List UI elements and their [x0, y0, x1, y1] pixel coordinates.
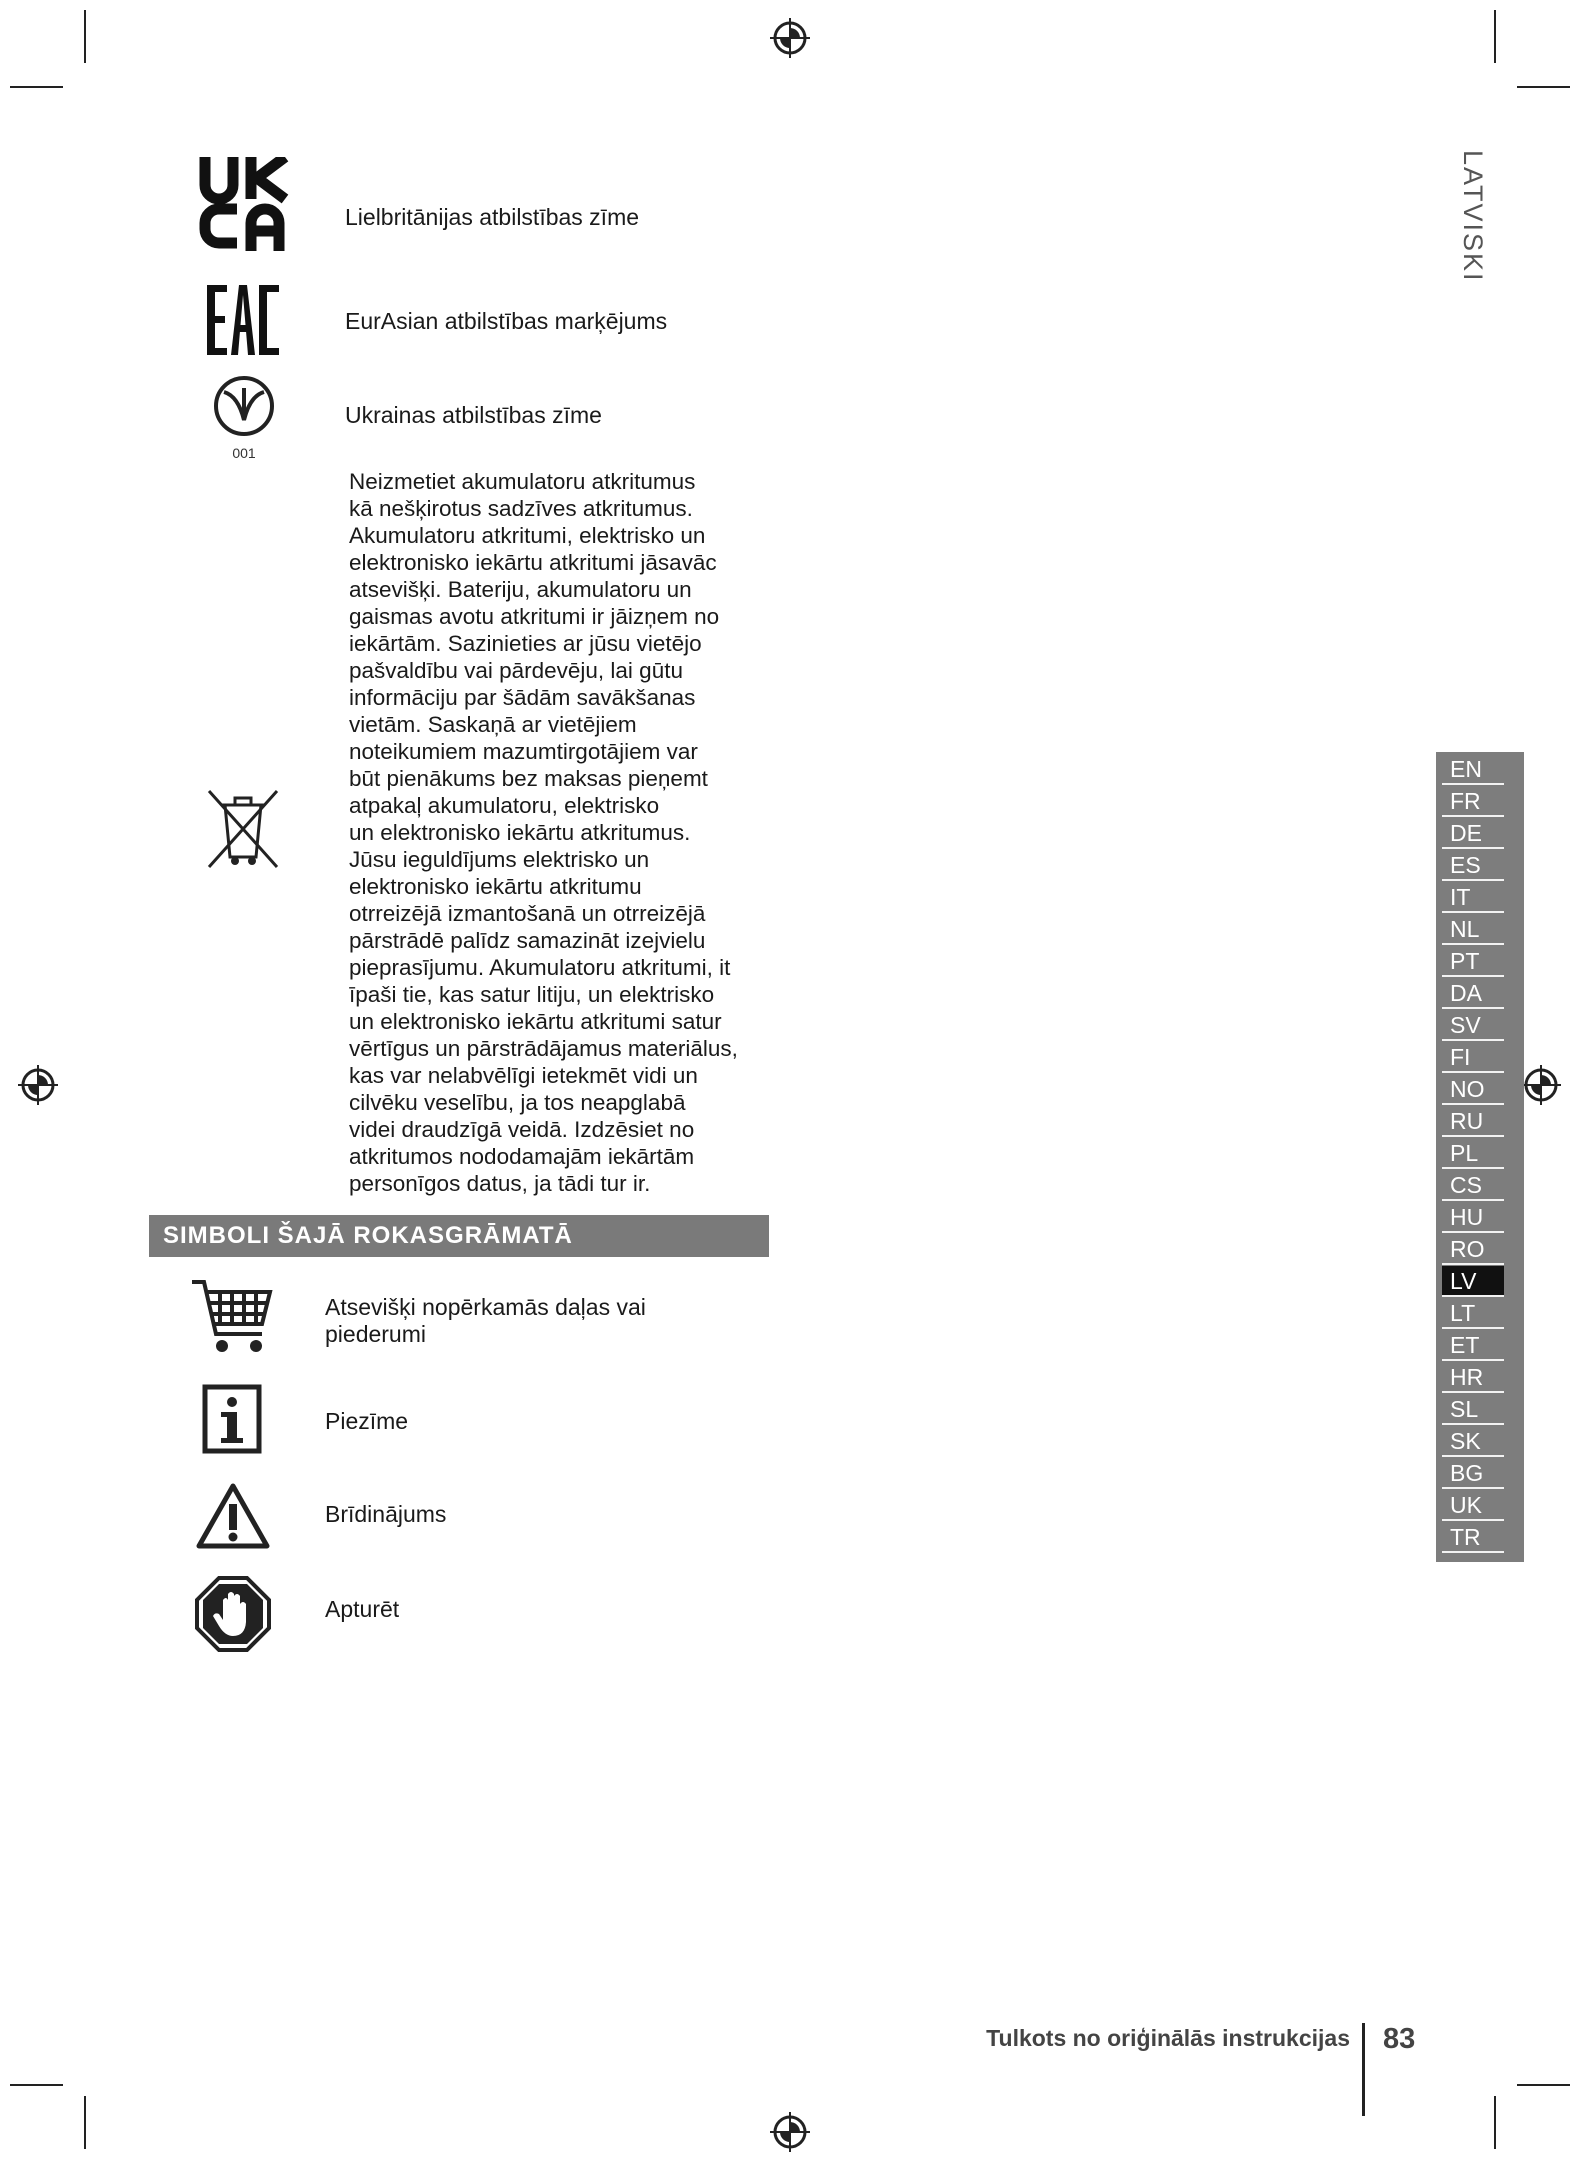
crop-mark	[1494, 10, 1496, 63]
language-tab-sk[interactable]: SK	[1442, 1426, 1504, 1457]
language-tab-lt[interactable]: LT	[1442, 1298, 1504, 1329]
side-title	[1440, 150, 1500, 283]
language-tab-es[interactable]: ES	[1442, 850, 1504, 881]
registration-mark-icon	[16, 1063, 60, 1107]
symbol-note-label: Piezīme	[325, 1408, 409, 1434]
language-tab-no[interactable]: NO	[1442, 1074, 1504, 1105]
symbol-warning-label: Brīdinājums	[325, 1501, 447, 1527]
stop-hand-icon	[195, 1576, 271, 1652]
language-tab-et[interactable]: ET	[1442, 1330, 1504, 1361]
section-title: SIMBOLI ŠAJĀ ROKASGRĀMATĀ	[149, 1215, 769, 1257]
registration-mark-icon	[768, 2110, 812, 2154]
language-tab-sv[interactable]: SV	[1442, 1010, 1504, 1041]
footer-text: Tulkots no oriģinālās instrukcijas	[986, 2025, 1350, 2051]
crop-mark	[84, 10, 86, 63]
shopping-cart-icon	[190, 1278, 274, 1358]
language-tab-tr[interactable]: TR	[1442, 1522, 1504, 1553]
eac-label: EurAsian atbilstības marķējums	[345, 308, 668, 334]
language-tab-pl[interactable]: PL	[1442, 1138, 1504, 1169]
language-tab-en[interactable]: EN	[1442, 754, 1504, 785]
language-tab-sl[interactable]: SL	[1442, 1394, 1504, 1425]
weee-disposal-text: Neizmetiet akumulatoru atkritumus kā nešķirotus sadzīves atkritumus. Akumulatoru atkritumi, elektrisko un elektronisko iekārtu atkritumi jāsavāc atsevišķi. Bateriju, akumulatoru un gaismas avotu atkritumi ir jāizņem no iekārtām. Sazinieties ar jūsu vietējo pašvaldību vai pārdevēju, lai gūtu informāciju par šādām savākšanas vietām. Saskaņā ar vietējiem noteikumiem mazumtirgotājiem var būt pienākums bez maksas pieņemt atpakaļ akumulatoru, elektrisko un elektronisko iekārtu atkritumus. Jūsu ieguldījums elektrisko un elektronisko iekārtu atkritumu otrreizējā izmantošanā un otrreizējā pārstrādē palīdz samazināt izejvielu pieprasījumu. Akumulatoru atkritumi, it īpaši tie, kas satur litiju, un elektrisko un elektronisko iekārtu atkritumi satur vērtīgus un pārstrādājamus materiālus, kas var nelabvēlīgi ietekmēt vidi un cilvēku veselību, ja tos neapglabā videi draudzīgā veidā. Izdzēsiet no atkritumos nododamajām iekārtām personīgos datus, ja tādi tur ir.	[349, 469, 738, 1196]
language-tab-uk[interactable]: UK	[1442, 1490, 1504, 1521]
page-number: 83	[1383, 2023, 1416, 2055]
warning-triangle-icon	[196, 1482, 270, 1550]
language-tab-cs[interactable]: CS	[1442, 1170, 1504, 1201]
crossed-bin-icon	[205, 787, 281, 871]
language-tab-nl[interactable]: NL	[1442, 914, 1504, 945]
eac-mark-icon	[207, 285, 279, 355]
language-tab-fr[interactable]: FR	[1442, 786, 1504, 817]
language-tab-hu[interactable]: HU	[1442, 1202, 1504, 1233]
crop-mark	[1517, 2084, 1570, 2086]
ua-mark-code: 001	[232, 445, 256, 461]
ua-mark-icon	[212, 374, 276, 462]
crop-mark	[1494, 2096, 1496, 2149]
language-tab-hr[interactable]: HR	[1442, 1362, 1504, 1393]
language-tab-ru[interactable]: RU	[1442, 1106, 1504, 1137]
language-tab-pt[interactable]: PT	[1442, 946, 1504, 977]
side-title-text: LATVISKI	[1458, 150, 1488, 283]
footer-divider	[1362, 2023, 1365, 2116]
language-tab-it[interactable]: IT	[1442, 882, 1504, 913]
language-tab-ro[interactable]: RO	[1442, 1234, 1504, 1265]
language-tab-fi[interactable]: FI	[1442, 1042, 1504, 1073]
language-tab-bg[interactable]: BG	[1442, 1458, 1504, 1489]
crop-mark	[10, 86, 63, 88]
language-tab-lv[interactable]: LV	[1442, 1266, 1504, 1297]
crop-mark	[1517, 86, 1570, 88]
info-icon	[202, 1384, 262, 1454]
registration-mark-icon	[768, 16, 812, 60]
crop-mark	[84, 2096, 86, 2149]
ukca-label: Lielbritānijas atbilstības zīme	[345, 204, 640, 230]
ukca-mark-icon	[199, 157, 291, 251]
language-tab-da[interactable]: DA	[1442, 978, 1504, 1009]
language-tab-de[interactable]: DE	[1442, 818, 1504, 849]
symbol-cart-label: Atsevišķi nopērkamās daļas vai piederumi	[325, 1294, 646, 1347]
symbol-stop-label: Apturēt	[325, 1596, 400, 1622]
registration-mark-icon	[1519, 1063, 1563, 1107]
crop-mark	[10, 2084, 63, 2086]
ua-label: Ukrainas atbilstības zīme	[345, 402, 602, 428]
